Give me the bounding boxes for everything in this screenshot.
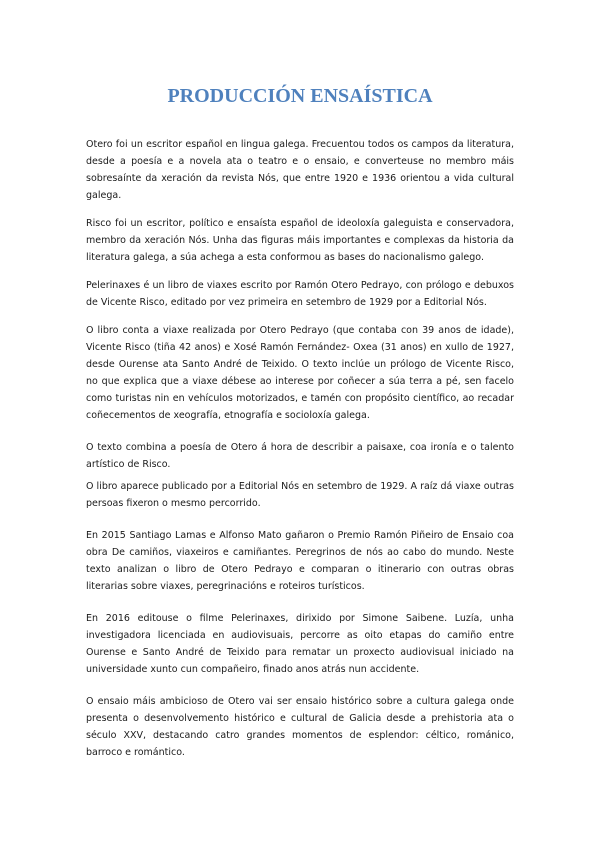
paragraph-pelerinaxes-intro: Pelerinaxes é un libro de viaxes escrito por Ramón Otero Pedrayo, con prólogo e debuxos de Vicente Risco, editado por vez primeira en setembro de 1929 por a Editorial Nós. <box>86 280 514 308</box>
paragraph-2015-award: En 2015 Santiago Lamas e Alfonso Mato gañaron o Premio Ramón Piñeiro de Ensaio coa obra De camiños, viaxeiros e camiñantes. Peregrinos de nós ao cabo do mundo. Neste texto analizan o libro de Otero Pedrayo e comparan o itinerario con outras obras literarias sobre viaxes, peregrinacións e roteiros turísticos. <box>86 530 514 592</box>
document-body <box>86 136 514 772</box>
paragraph-style: O texto combina a poesía de Otero á hora de describir a paisaxe, coa ironía e o talento artístico de Risco. <box>86 442 514 470</box>
paragraph-2016-film: En 2016 editouse o filme Pelerinaxes, dirixido por Simone Saibene. Luzía, unha investigadora licenciada en audiovisuais, percorre as oito etapas do camiño entre Ourense e Santo André de Teixido para rematar un proxecto audiovisual iniciado na universidade xunto cun compañeiro, finado anos atrás nun accidente. <box>86 613 514 675</box>
page-title: PRODUCCIÓN ENSAÍSTICA <box>167 85 433 107</box>
paragraph-journey: O libro conta a viaxe realizada por Otero Pedrayo (que contaba con 39 anos de idade), Vicente Risco (tiña 42 anos) e Xosé Ramón Fernández- Oxea (31 anos) en xullo de 1927, desde Ourense ata Santo André de Teixido. O texto inclúe un prólogo de Vicente Risco, no que explica que a viaxe débese ao interese por coñecer a súa terra a pé, sen facelo como turistas nin en vehículos motorizados, e tamén con propósito científico, ao recadar coñecementos de xeografía, etnografía e socioloxía galega. <box>86 325 514 421</box>
paragraph-otero-bio: Otero foi un escritor español en lingua galega. Frecuentou todos os campos da literatura, desde a poesía e a novela ata o teatro e o ensaio, e converteuse no membro máis sobresaínte da xeración da revista Nós, que entre 1920 e 1936 orientou a vida cultural galega. <box>86 139 514 201</box>
paragraph-publication: O libro aparece publicado por a Editorial Nós en setembro de 1929. A raíz dá viaxe outras persoas fixeron o mesmo percorrido. <box>86 481 514 509</box>
paragraph-risco-bio: Risco foi un escritor, político e ensaísta español de ideoloxía galeguista e conservadora, membro da xeración Nós. Unha das figuras máis importantes e complexas da historia da literatura galega, a súa achega a esta conformou as bases do nacionalismo galego. <box>86 218 514 263</box>
paragraph-historical-essay: O ensaio máis ambicioso de Otero vai ser ensaio histórico sobre a cultura galega onde presenta o desenvolvemento histórico e cultural de Galicia desde a prehistoria ata o século XXV, destacando catro grandes momentos de esplendor: céltico, románico, barroco e romántico. <box>86 696 514 758</box>
